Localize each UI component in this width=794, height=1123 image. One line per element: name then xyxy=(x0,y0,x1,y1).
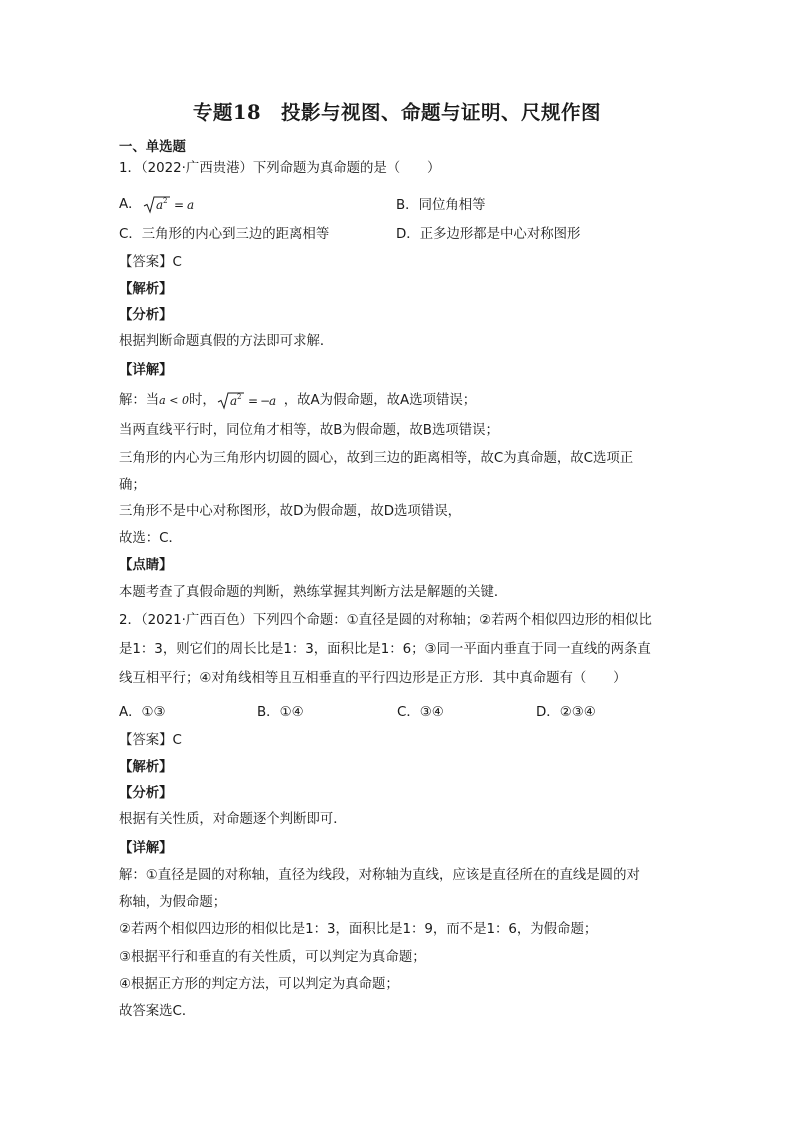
q1-option-c: C．三角形的内心到三边的距离相等 xyxy=(119,227,330,242)
q2-option-b: B．①④ xyxy=(257,705,304,720)
q2-detail-1: 解：①直径是圆的对称轴，直径为线段，对称轴为直线，应该是直径所在的直线是圆的对 xyxy=(119,868,640,883)
q1-dianjing-heading: 【点睛】 xyxy=(119,558,173,573)
q2-detail-5: 故答案选C． xyxy=(119,1004,196,1019)
svg-text:=: = xyxy=(247,394,258,408)
q1-answer: 【答案】C xyxy=(119,255,182,270)
q2-stem-line-2: 是1：3，则它们的周长比是1：3，面积比是1：6；③同一平面内垂直于同一直线的两条直 xyxy=(119,642,651,657)
q2-detail-3: ③根据平行和垂直的有关性质，可以判定为真命题； xyxy=(119,950,426,965)
q2-stem-line-1: 2．（2021·广西百色）下列四个命题：①直径是圆的对称轴；②若两个相似四边形的相似比 xyxy=(119,613,652,628)
sqrt-a-squared-eq-a-icon xyxy=(142,195,204,215)
q1-detail-1-c: ，故A为假命题，故A选项错误； xyxy=(283,393,477,408)
svg-text:a: a xyxy=(268,394,276,408)
q1-detail-1-a: 解：当 xyxy=(119,393,160,408)
q2-detail-2: ②若两个相似四边形的相似比是1：3，面积比是1：9，而不是1：6，为假命题； xyxy=(119,922,598,937)
q1-detail-1-b: 时， xyxy=(188,393,216,408)
q2-option-c: C．③④ xyxy=(397,705,444,720)
q2-xiangjie-heading: 【详解】 xyxy=(119,841,173,856)
sqrt-a-squared-eq-neg-a-icon xyxy=(216,391,284,411)
q1-xiangjie-heading: 【详解】 xyxy=(119,363,173,378)
q2-fenxi-text: 根据有关性质，对命题逐个判断即可． xyxy=(119,812,347,827)
q1-detail-1 xyxy=(119,391,476,410)
q1-fenxi-text: 根据判断命题真假的方法即可求解． xyxy=(119,334,334,349)
q1-detail-5: 故选：C． xyxy=(119,531,182,546)
q1-detail-1-math xyxy=(216,391,284,409)
q2-stem-line-3: 线互相平行；④对角线相等且互相垂直的平行四边形是正方形．其中真命题有（ ） xyxy=(119,671,627,686)
q2-jiexi-heading: 【解析】 xyxy=(119,760,173,775)
svg-text:a: a xyxy=(155,198,163,212)
q2-fenxi-heading: 【分析】 xyxy=(119,786,173,801)
q1-option-b: B．同位角相等 xyxy=(396,198,486,213)
q2-option-d: D．②③④ xyxy=(536,705,596,720)
q1-stem: 1．（2022·广西贵港）下列命题为真命题的是（ ） xyxy=(119,161,441,176)
svg-text:a: a xyxy=(229,394,237,408)
q1-jiexi-heading: 【解析】 xyxy=(119,282,173,297)
section-heading: 一、单选题 xyxy=(119,140,186,155)
q1-fenxi-heading: 【分析】 xyxy=(119,308,173,323)
svg-text:−: − xyxy=(259,394,270,408)
q2-option-a: A．①③ xyxy=(119,705,166,720)
svg-text:2: 2 xyxy=(236,393,242,401)
q2-detail-4: ④根据正方形的判定方法，可以判定为真命题； xyxy=(119,977,399,992)
svg-text:2: 2 xyxy=(162,197,168,205)
q1-option-a-math xyxy=(142,195,204,213)
page-title: 专题18 投影与视图、命题与证明、尺规作图 xyxy=(192,101,602,124)
q2-answer: 【答案】C xyxy=(119,733,182,748)
svg-text:a: a xyxy=(186,198,194,212)
q1-detail-4: 三角形不是中心对称图形，故D为假命题，故D选项错误， xyxy=(119,504,461,519)
q1-detail-1-cond: a < 0 xyxy=(159,394,189,407)
q1-detail-3: 三角形的内心为三角形内切圆的圆心，故到三边的距离相等，故C为真命题，故C选项正 xyxy=(119,451,634,466)
q1-option-a xyxy=(119,195,204,214)
svg-text:=: = xyxy=(173,198,184,212)
q1-detail-3b: 确； xyxy=(119,478,146,493)
q1-dianjing-text: 本题考查了真假命题的判断，熟练掌握其判断方法是解题的关键． xyxy=(119,585,508,600)
q1-option-d: D．正多边形都是中心对称图形 xyxy=(396,227,581,242)
q1-option-a-label: A． xyxy=(119,197,142,212)
q2-detail-1b: 称轴，为假命题； xyxy=(119,895,227,910)
q1-detail-2: 当两直线平行时，同位角才相等，故B为假命题，故B选项错误； xyxy=(119,423,499,438)
